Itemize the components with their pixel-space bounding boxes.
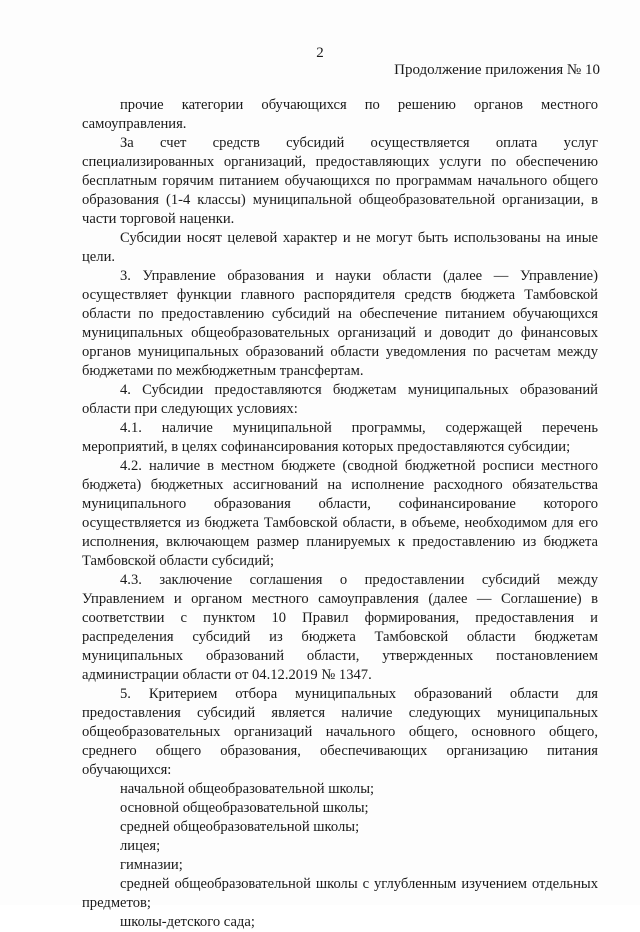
document-body [82, 96, 598, 932]
paragraph-other-categories: прочие категории обучающихся по решению органов местного самоуправления. [82, 97, 598, 132]
paragraph-4-2: 4.2. наличие в местном бюджете (сводной бюджетной росписи местного бюджета) бюджетных ассигнований на исполнение расходного обязательства муниципального образования области, софинансирование которого осуществляется из бюджета Тамбовской области, в объеме, необходимом для его исполнения, включающем размер планируемых к предоставлению из бюджета Тамбовской области субсидий; [82, 458, 598, 569]
paragraph-5-criterion: 5. Критерием отбора муниципальных образований области для предоставления субсидий является наличие следующих муниципальных общеобразовательных организаций начального общего, основного общего, среднего общего образования, обеспечивающих организацию питания обучающихся: [82, 686, 598, 778]
list-item: школы-детского сада; [120, 914, 255, 930]
list-item: лицея; [120, 838, 161, 854]
paragraph-target-character: Субсидии носят целевой характер и не могут быть использованы на иные цели. [82, 230, 598, 265]
paragraph-4-1: 4.1. наличие муниципальной программы, содержащей перечень мероприятий, в целях софинансирования которых предоставляются субсидии; [82, 420, 598, 455]
list-item: гимназии; [120, 857, 183, 873]
list-item: средней общеобразовательной школы; [120, 819, 360, 835]
list-item: начальной общеобразовательной школы; [120, 781, 375, 797]
paragraph-3-management: 3. Управление образования и науки области (далее — Управление) осуществляет функции главного распорядителя средств бюджета Тамбовской области по предоставлению субсидий на обеспечение питанием обучающихся муниципальных общеобразовательных организаций и доводит до финансовых органов муниципальных образований области уведомления по расчетам между бюджетами по межбюджетным трансфертам. [82, 268, 598, 379]
appendix-caption: Продолжение приложения № 10 [394, 62, 600, 78]
page-number: 2 [316, 45, 324, 61]
paragraph-4-conditions: 4. Субсидии предоставляются бюджетам муниципальных образований области при следующих условиях: [82, 382, 598, 417]
paragraph-subsidy-payment: За счет средств субсидий осуществляется оплата услуг специализированных организаций, предоставляющих услуги по обеспечению бесплатным горячим питанием обучающихся по программам начального общего образования (1-4 классы) муниципальной общеобразовательной организации, в части торговой наценки. [82, 135, 598, 227]
list-item: средней общеобразовательной школы с углубленным изучением отдельных предметов; [82, 876, 598, 911]
list-item: основной общеобразовательной школы; [120, 800, 369, 816]
paragraph-4-3: 4.3. заключение соглашения о предоставлении субсидий между Управлением и органом местного самоуправления (далее — Соглашение) в соответствии с пунктом 10 Правил формирования, предоставления и распределения субсидий из бюджета Тамбовской области бюджетам муниципальных образований области, утвержденных постановлением администрации области от 04.12.2019 № 1347. [82, 572, 598, 683]
